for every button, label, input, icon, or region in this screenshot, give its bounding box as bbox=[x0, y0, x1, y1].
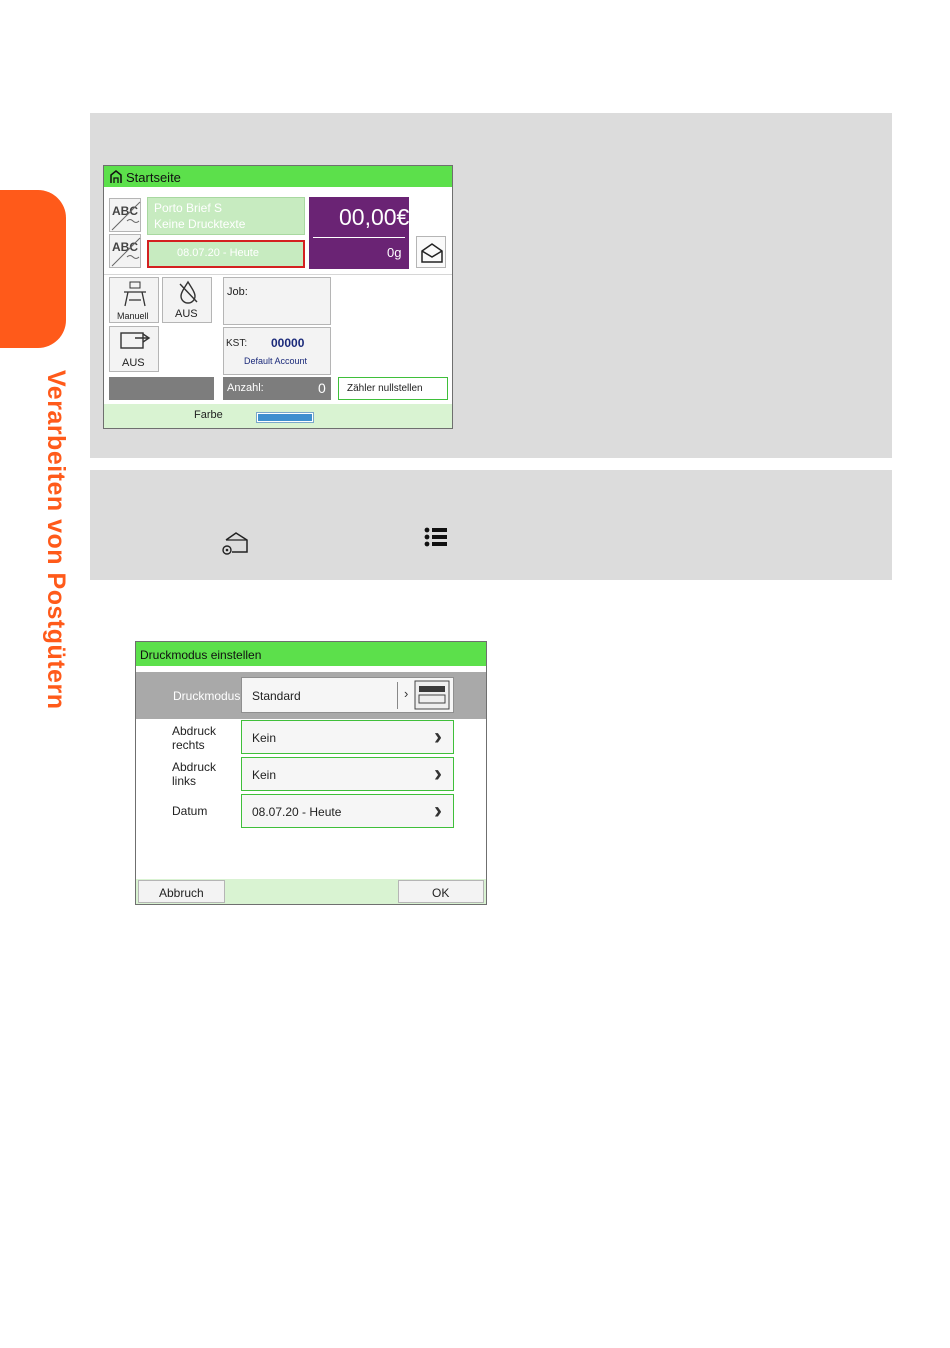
text-line: Keine Drucktexte bbox=[154, 217, 246, 231]
print-mode-title: Druckmodus einstellen bbox=[140, 648, 262, 662]
right-imprint-value: Kein bbox=[252, 731, 277, 745]
count-label: Anzahl: bbox=[227, 382, 264, 394]
step-panel-home bbox=[90, 113, 892, 458]
feeder-status: AUS bbox=[122, 357, 145, 369]
home-title: Startseite bbox=[126, 170, 181, 185]
counter-panel bbox=[223, 377, 331, 400]
right-imprint-field[interactable] bbox=[241, 720, 454, 754]
print-mode-screen bbox=[135, 641, 487, 905]
ink-drop-off-icon bbox=[177, 280, 199, 304]
list-menu-icon bbox=[424, 526, 448, 548]
section-title: Verarbeiten von Postgütern bbox=[42, 370, 70, 710]
ink-level-fill bbox=[258, 414, 312, 421]
reset-counter-button[interactable] bbox=[338, 377, 448, 400]
date-field[interactable] bbox=[241, 794, 454, 828]
date-box-highlighted[interactable] bbox=[147, 240, 305, 268]
feeder-icon bbox=[119, 330, 151, 352]
job-label: Job: bbox=[227, 286, 248, 298]
date-value: 08.07.20 - Heute bbox=[252, 805, 342, 819]
status-strip bbox=[109, 377, 214, 400]
ink-level-label: Farbe bbox=[194, 409, 223, 421]
right-imprint-label: Abdruck rechts bbox=[172, 724, 217, 752]
left-imprint-label: Abdruck links bbox=[172, 760, 217, 788]
print-mode-standard-icon bbox=[414, 680, 450, 710]
ok-label: OK bbox=[432, 886, 450, 900]
postage-amount: 00,00€ bbox=[339, 204, 410, 230]
product-line: Porto Brief S bbox=[154, 201, 223, 215]
home-footer bbox=[104, 404, 452, 428]
chevron-right-icon: › bbox=[434, 797, 442, 824]
print-mode-label: Druckmodus bbox=[173, 689, 241, 703]
product-info-box[interactable] bbox=[147, 197, 305, 235]
envelope-icon[interactable] bbox=[416, 236, 446, 268]
ink-level-bar bbox=[256, 412, 314, 423]
home-screen bbox=[103, 165, 453, 429]
text-abc-icon[interactable]: ABC bbox=[109, 198, 141, 232]
scale-icon bbox=[121, 280, 149, 308]
date-value: 08.07.20 - Heute bbox=[177, 247, 259, 259]
feeder-button[interactable] bbox=[109, 326, 159, 372]
ink-button[interactable] bbox=[162, 277, 212, 323]
account-name: Default Account bbox=[244, 356, 308, 366]
postage-amount-panel[interactable] bbox=[309, 197, 409, 269]
left-imprint-field[interactable] bbox=[241, 757, 454, 791]
cancel-button[interactable] bbox=[138, 880, 225, 903]
weight-value: 0g bbox=[387, 245, 402, 260]
cost-center-button[interactable] bbox=[223, 327, 331, 375]
section-tab bbox=[0, 190, 66, 348]
ad-abc-icon[interactable]: ABC bbox=[109, 234, 141, 268]
print-mode-row-selected bbox=[136, 672, 486, 719]
weighing-mode-label: Manuell bbox=[117, 311, 149, 321]
chevron-right-icon: › bbox=[434, 723, 442, 750]
print-mode-value: Standard bbox=[252, 689, 301, 703]
home-icon bbox=[109, 169, 123, 184]
chevron-right-icon: › bbox=[434, 760, 442, 787]
job-button[interactable] bbox=[223, 277, 331, 325]
date-label: Datum bbox=[172, 804, 208, 818]
cancel-label: Abbruch bbox=[159, 886, 204, 900]
reset-counter-label: Zähler nullstellen bbox=[347, 383, 423, 394]
step-panel-icons bbox=[90, 470, 892, 580]
chevron-right-icon: › bbox=[404, 686, 409, 701]
home-title-bar bbox=[104, 166, 452, 187]
ink-status: AUS bbox=[175, 308, 198, 320]
envelope-settings-icon bbox=[220, 530, 250, 556]
count-value: 0 bbox=[318, 380, 326, 396]
left-imprint-value: Kein bbox=[252, 768, 277, 782]
ok-button[interactable] bbox=[398, 880, 484, 903]
print-mode-title-bar bbox=[136, 642, 486, 666]
kst-label: KST: bbox=[226, 338, 248, 349]
print-mode-field[interactable] bbox=[241, 677, 454, 713]
kst-value: 00000 bbox=[271, 336, 305, 350]
weighing-mode-button[interactable] bbox=[109, 277, 159, 323]
